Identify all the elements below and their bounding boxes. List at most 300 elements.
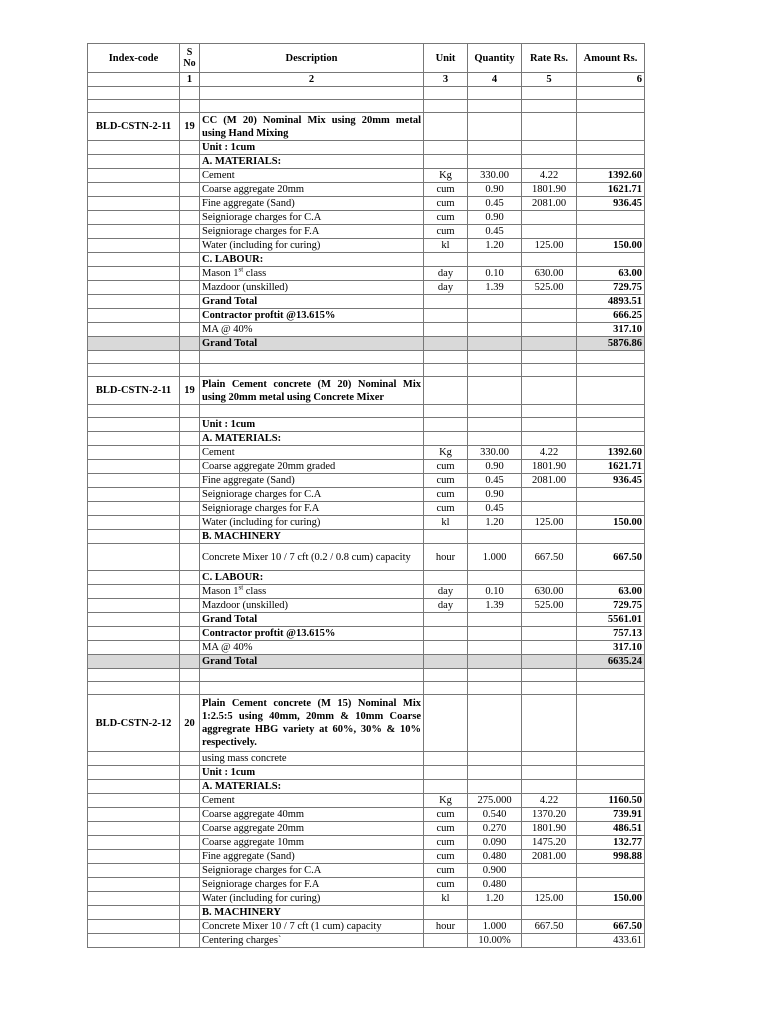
table-row — [88, 418, 645, 432]
header-amount: Amount Rs. — [577, 44, 645, 73]
description-cell: Coarse aggregate 40mm — [200, 808, 424, 822]
index-code-cell — [88, 155, 180, 169]
rate-cell — [522, 613, 577, 627]
sno-cell — [180, 418, 200, 432]
index-code-cell — [88, 169, 180, 183]
index-code-cell — [88, 197, 180, 211]
index-code-cell — [88, 585, 180, 599]
index-code-cell — [88, 337, 180, 351]
sno-cell — [180, 864, 200, 878]
sno-cell — [180, 934, 200, 948]
quantity-cell — [468, 571, 522, 585]
unit-cell: cum — [424, 197, 468, 211]
table-row — [88, 878, 645, 892]
empty-cell — [88, 682, 180, 695]
rate-cell — [522, 627, 577, 641]
table-row — [88, 295, 645, 309]
description-cell: C. LABOUR: — [200, 571, 424, 585]
amount-cell: 729.75 — [577, 281, 645, 295]
index-code-cell — [88, 850, 180, 864]
description-cell: Mazdoor (unskilled) — [200, 599, 424, 613]
table-row — [88, 337, 645, 351]
unit-cell: cum — [424, 808, 468, 822]
table-row — [88, 516, 645, 530]
unit-cell: hour — [424, 544, 468, 571]
empty-cell — [200, 87, 424, 100]
description-cell: Contractor proftit @13.615% — [200, 627, 424, 641]
rate-cell — [522, 655, 577, 669]
description-cell: Water (including for curing) — [200, 892, 424, 906]
index-code-cell — [88, 253, 180, 267]
rate-cell: 125.00 — [522, 892, 577, 906]
rate-cell — [522, 934, 577, 948]
sno-cell — [180, 892, 200, 906]
empty-cell — [88, 405, 180, 418]
table-row — [88, 183, 645, 197]
description-cell: Seigniorage charges for F.A — [200, 502, 424, 516]
sno-cell — [180, 794, 200, 808]
amount-cell — [577, 253, 645, 267]
empty-cell — [424, 669, 468, 682]
description-cell: Seigniorage charges for F.A — [200, 878, 424, 892]
spacer-row — [88, 351, 645, 364]
amount-cell: 1621.71 — [577, 183, 645, 197]
sno-cell — [180, 295, 200, 309]
description-cell: Fine aggregate (Sand) — [200, 474, 424, 488]
unit-cell — [424, 141, 468, 155]
sno-cell — [180, 585, 200, 599]
amount-cell: 317.10 — [577, 323, 645, 337]
amount-cell: 936.45 — [577, 197, 645, 211]
sno-cell — [180, 281, 200, 295]
index-code-cell — [88, 655, 180, 669]
sno-cell — [180, 627, 200, 641]
quantity-cell — [468, 432, 522, 446]
unit-cell: cum — [424, 488, 468, 502]
col-number: 2 — [200, 73, 424, 87]
amount-cell — [577, 502, 645, 516]
sno-cell — [180, 530, 200, 544]
amount-cell — [577, 418, 645, 432]
table-row — [88, 599, 645, 613]
index-code-cell — [88, 627, 180, 641]
rate-cell — [522, 488, 577, 502]
description-cell: B. MACHINERY — [200, 530, 424, 544]
index-code-cell — [88, 267, 180, 281]
index-code-cell — [88, 864, 180, 878]
sno-cell — [180, 571, 200, 585]
index-code-cell — [88, 281, 180, 295]
empty-cell — [180, 682, 200, 695]
amount-cell — [577, 906, 645, 920]
empty-cell — [577, 100, 645, 113]
rate-analysis-table — [87, 43, 645, 948]
empty-cell — [424, 682, 468, 695]
amount-cell: 729.75 — [577, 599, 645, 613]
amount-cell: 433.61 — [577, 934, 645, 948]
sno-cell — [180, 432, 200, 446]
table-row — [88, 864, 645, 878]
table-row — [88, 892, 645, 906]
table-row — [88, 530, 645, 544]
empty-cell — [424, 351, 468, 364]
amount-cell: 1392.60 — [577, 169, 645, 183]
unit-cell: cum — [424, 502, 468, 516]
sno-cell — [180, 225, 200, 239]
table-row — [88, 211, 645, 225]
amount-cell: 5561.01 — [577, 613, 645, 627]
rate-cell — [522, 211, 577, 225]
quantity-cell — [468, 780, 522, 794]
sno-cell — [180, 183, 200, 197]
table-row — [88, 613, 645, 627]
quantity-cell — [468, 655, 522, 669]
amount-cell — [577, 432, 645, 446]
index-code-cell — [88, 920, 180, 934]
index-code-cell — [88, 460, 180, 474]
table-row — [88, 239, 645, 253]
unit-cell: hour — [424, 920, 468, 934]
table-row — [88, 794, 645, 808]
description-cell: Water (including for curing) — [200, 516, 424, 530]
table-row — [88, 253, 645, 267]
index-code: BLD-CSTN-2-12 — [88, 695, 180, 752]
amount-cell: 150.00 — [577, 239, 645, 253]
index-code-cell — [88, 934, 180, 948]
item-title: CC (M 20) Nominal Mix using 20mm metal using Hand Mixing — [200, 113, 424, 141]
amount-cell — [577, 571, 645, 585]
empty-cell — [424, 405, 468, 418]
rate-cell — [522, 295, 577, 309]
quantity-cell: 1.20 — [468, 239, 522, 253]
empty-cell — [577, 695, 645, 752]
table-row — [88, 822, 645, 836]
quantity-cell: 0.90 — [468, 460, 522, 474]
index-code-cell — [88, 211, 180, 225]
table-row — [88, 906, 645, 920]
quantity-cell — [468, 309, 522, 323]
amount-cell: 63.00 — [577, 585, 645, 599]
empty-cell — [468, 669, 522, 682]
rate-cell — [522, 766, 577, 780]
col-number: 4 — [468, 73, 522, 87]
description-cell: C. LABOUR: — [200, 253, 424, 267]
header-row — [88, 44, 645, 73]
rate-cell — [522, 530, 577, 544]
rate-cell: 1370.20 — [522, 808, 577, 822]
rate-cell: 525.00 — [522, 599, 577, 613]
table-row — [88, 169, 645, 183]
unit-cell: cum — [424, 836, 468, 850]
section-title-row — [88, 113, 645, 141]
description-cell: Grand Total — [200, 613, 424, 627]
rate-cell: 1475.20 — [522, 836, 577, 850]
unit-cell — [424, 571, 468, 585]
amount-cell: 150.00 — [577, 516, 645, 530]
header-index-code: Index-code — [88, 44, 180, 73]
index-code-cell — [88, 613, 180, 627]
quantity-cell — [468, 418, 522, 432]
index-code-cell — [88, 599, 180, 613]
index-code-cell — [88, 141, 180, 155]
index-code-cell — [88, 836, 180, 850]
header-description: Description — [200, 44, 424, 73]
table-row — [88, 267, 645, 281]
empty-cell — [522, 695, 577, 752]
rate-cell — [522, 752, 577, 766]
description-cell: Seigniorage charges for C.A — [200, 864, 424, 878]
empty-cell — [88, 87, 180, 100]
sno-cell — [180, 599, 200, 613]
empty-cell — [200, 100, 424, 113]
header-quantity: Quantity — [468, 44, 522, 73]
unit-cell: Kg — [424, 794, 468, 808]
sno-cell — [180, 906, 200, 920]
unit-cell: cum — [424, 211, 468, 225]
sno-cell — [180, 878, 200, 892]
sno-cell — [180, 641, 200, 655]
empty-cell — [577, 113, 645, 141]
empty-cell — [88, 669, 180, 682]
empty-cell — [522, 377, 577, 405]
table-row — [88, 544, 645, 571]
index-code-cell — [88, 906, 180, 920]
unit-cell — [424, 934, 468, 948]
rate-cell — [522, 780, 577, 794]
amount-cell: 317.10 — [577, 641, 645, 655]
empty-cell — [180, 405, 200, 418]
quantity-cell: 275.000 — [468, 794, 522, 808]
sno-cell — [180, 822, 200, 836]
item-title: Plain Cement concrete (M 20) Nominal Mix using 20mm metal using Concrete Mixer — [200, 377, 424, 405]
quantity-cell: 0.10 — [468, 267, 522, 281]
spacer-row — [88, 87, 645, 100]
unit-cell — [424, 627, 468, 641]
description-cell: Cement — [200, 446, 424, 460]
amount-cell: 667.50 — [577, 544, 645, 571]
spacer-row — [88, 100, 645, 113]
table-row — [88, 655, 645, 669]
amount-cell — [577, 780, 645, 794]
quantity-cell: 0.90 — [468, 183, 522, 197]
sno-cell — [180, 323, 200, 337]
description-cell: MA @ 40% — [200, 641, 424, 655]
rate-cell: 1801.90 — [522, 183, 577, 197]
description-cell: Unit : 1cum — [200, 141, 424, 155]
unit-cell — [424, 906, 468, 920]
quantity-cell: 0.45 — [468, 197, 522, 211]
col-number: 3 — [424, 73, 468, 87]
description-cell: Seigniorage charges for C.A — [200, 488, 424, 502]
empty-cell — [200, 364, 424, 377]
quantity-cell — [468, 141, 522, 155]
rate-cell — [522, 418, 577, 432]
unit-cell: day — [424, 281, 468, 295]
rate-cell — [522, 432, 577, 446]
empty-cell — [468, 87, 522, 100]
amount-cell — [577, 878, 645, 892]
index-code-cell — [88, 780, 180, 794]
table-row — [88, 446, 645, 460]
description-cell: Grand Total — [200, 295, 424, 309]
index-code-cell — [88, 295, 180, 309]
column-number-row — [88, 73, 645, 87]
rate-cell: 2081.00 — [522, 197, 577, 211]
amount-cell: 132.77 — [577, 836, 645, 850]
rate-cell — [522, 323, 577, 337]
empty-cell — [577, 682, 645, 695]
unit-cell: cum — [424, 864, 468, 878]
quantity-cell: 1.39 — [468, 281, 522, 295]
index-code-cell — [88, 502, 180, 516]
amount-cell — [577, 155, 645, 169]
index-code-cell — [88, 808, 180, 822]
table-row — [88, 780, 645, 794]
table-row — [88, 752, 645, 766]
table-row — [88, 432, 645, 446]
description-cell: Cement — [200, 794, 424, 808]
header-unit: Unit — [424, 44, 468, 73]
empty-cell — [88, 364, 180, 377]
sno-cell — [180, 780, 200, 794]
quantity-cell: 0.90 — [468, 211, 522, 225]
empty-cell — [200, 351, 424, 364]
item-title: Plain Cement concrete (M 15) Nominal Mix 1:2.5:5 using 40mm, 20mm & 10mm Coarse aggregrate HBG variety at 60%, 30% & 10% respectively. — [200, 695, 424, 752]
rate-cell: 630.00 — [522, 267, 577, 281]
description-cell: MA @ 40% — [200, 323, 424, 337]
description-cell: Water (including for curing) — [200, 239, 424, 253]
description-cell: Mason 1st class — [200, 585, 424, 599]
empty-cell — [424, 364, 468, 377]
unit-cell: cum — [424, 225, 468, 239]
rate-cell — [522, 571, 577, 585]
empty-cell — [468, 100, 522, 113]
header-rate: Rate Rs. — [522, 44, 577, 73]
unit-cell: Kg — [424, 446, 468, 460]
table-body — [88, 44, 645, 948]
amount-cell: 936.45 — [577, 474, 645, 488]
index-code-cell — [88, 766, 180, 780]
empty-cell — [468, 113, 522, 141]
sno-cell — [180, 141, 200, 155]
index-code-cell — [88, 794, 180, 808]
description-cell: Coarse aggregate 10mm — [200, 836, 424, 850]
index-code-cell — [88, 752, 180, 766]
unit-cell: Kg — [424, 169, 468, 183]
rate-cell: 4.22 — [522, 446, 577, 460]
empty-cell — [424, 113, 468, 141]
empty-cell — [577, 405, 645, 418]
unit-cell: cum — [424, 822, 468, 836]
unit-cell — [424, 418, 468, 432]
empty-cell — [88, 351, 180, 364]
unit-cell: kl — [424, 239, 468, 253]
rate-cell: 125.00 — [522, 239, 577, 253]
index-code-cell — [88, 892, 180, 906]
empty-cell — [424, 87, 468, 100]
empty-cell — [424, 377, 468, 405]
unit-cell: cum — [424, 474, 468, 488]
sno-cell — [180, 544, 200, 571]
description-cell: Mazdoor (unskilled) — [200, 281, 424, 295]
index-code-cell — [88, 446, 180, 460]
unit-cell — [424, 780, 468, 794]
rate-cell — [522, 502, 577, 516]
index-code-cell — [88, 544, 180, 571]
sno-cell — [180, 655, 200, 669]
col-number: 1 — [180, 73, 200, 87]
quantity-cell — [468, 766, 522, 780]
sno-cell — [180, 309, 200, 323]
table-row — [88, 585, 645, 599]
col-number — [88, 73, 180, 87]
unit-cell — [424, 337, 468, 351]
description-cell: using mass concrete — [200, 752, 424, 766]
index-code-cell — [88, 516, 180, 530]
amount-cell — [577, 752, 645, 766]
sno-cell — [180, 766, 200, 780]
description-cell: Contractor proftit @13.615% — [200, 309, 424, 323]
description-cell: Grand Total — [200, 655, 424, 669]
empty-cell — [522, 682, 577, 695]
empty-cell — [88, 100, 180, 113]
serial-number: 19 — [180, 113, 200, 141]
quantity-cell — [468, 906, 522, 920]
rate-cell: 525.00 — [522, 281, 577, 295]
amount-cell — [577, 488, 645, 502]
quantity-cell — [468, 613, 522, 627]
section-title-row — [88, 377, 645, 405]
rate-cell: 125.00 — [522, 516, 577, 530]
sno-cell — [180, 155, 200, 169]
empty-cell — [468, 364, 522, 377]
table-row — [88, 627, 645, 641]
rate-cell — [522, 878, 577, 892]
index-code-cell — [88, 432, 180, 446]
table-row — [88, 571, 645, 585]
amount-cell: 757.13 — [577, 627, 645, 641]
empty-cell — [424, 100, 468, 113]
amount-cell — [577, 211, 645, 225]
sno-cell — [180, 920, 200, 934]
table-row — [88, 641, 645, 655]
table-row — [88, 474, 645, 488]
description-cell: Concrete Mixer 10 / 7 cft (1 cum) capacity — [200, 920, 424, 934]
quantity-cell: 330.00 — [468, 169, 522, 183]
sno-cell — [180, 474, 200, 488]
description-cell: A. MATERIALS: — [200, 780, 424, 794]
sno-cell — [180, 516, 200, 530]
col-number: 5 — [522, 73, 577, 87]
index-code-cell — [88, 571, 180, 585]
unit-cell — [424, 309, 468, 323]
amount-cell: 5876.86 — [577, 337, 645, 351]
rate-cell: 4.22 — [522, 794, 577, 808]
sno-cell — [180, 446, 200, 460]
rate-cell: 4.22 — [522, 169, 577, 183]
quantity-cell: 0.45 — [468, 474, 522, 488]
sno-cell — [180, 267, 200, 281]
sno-cell — [180, 239, 200, 253]
quantity-cell: 0.900 — [468, 864, 522, 878]
unit-cell: day — [424, 599, 468, 613]
description-cell: Centering charges` — [200, 934, 424, 948]
amount-cell: 666.25 — [577, 309, 645, 323]
empty-cell — [522, 113, 577, 141]
quantity-cell: 0.540 — [468, 808, 522, 822]
empty-cell — [522, 364, 577, 377]
quantity-cell: 1.20 — [468, 516, 522, 530]
